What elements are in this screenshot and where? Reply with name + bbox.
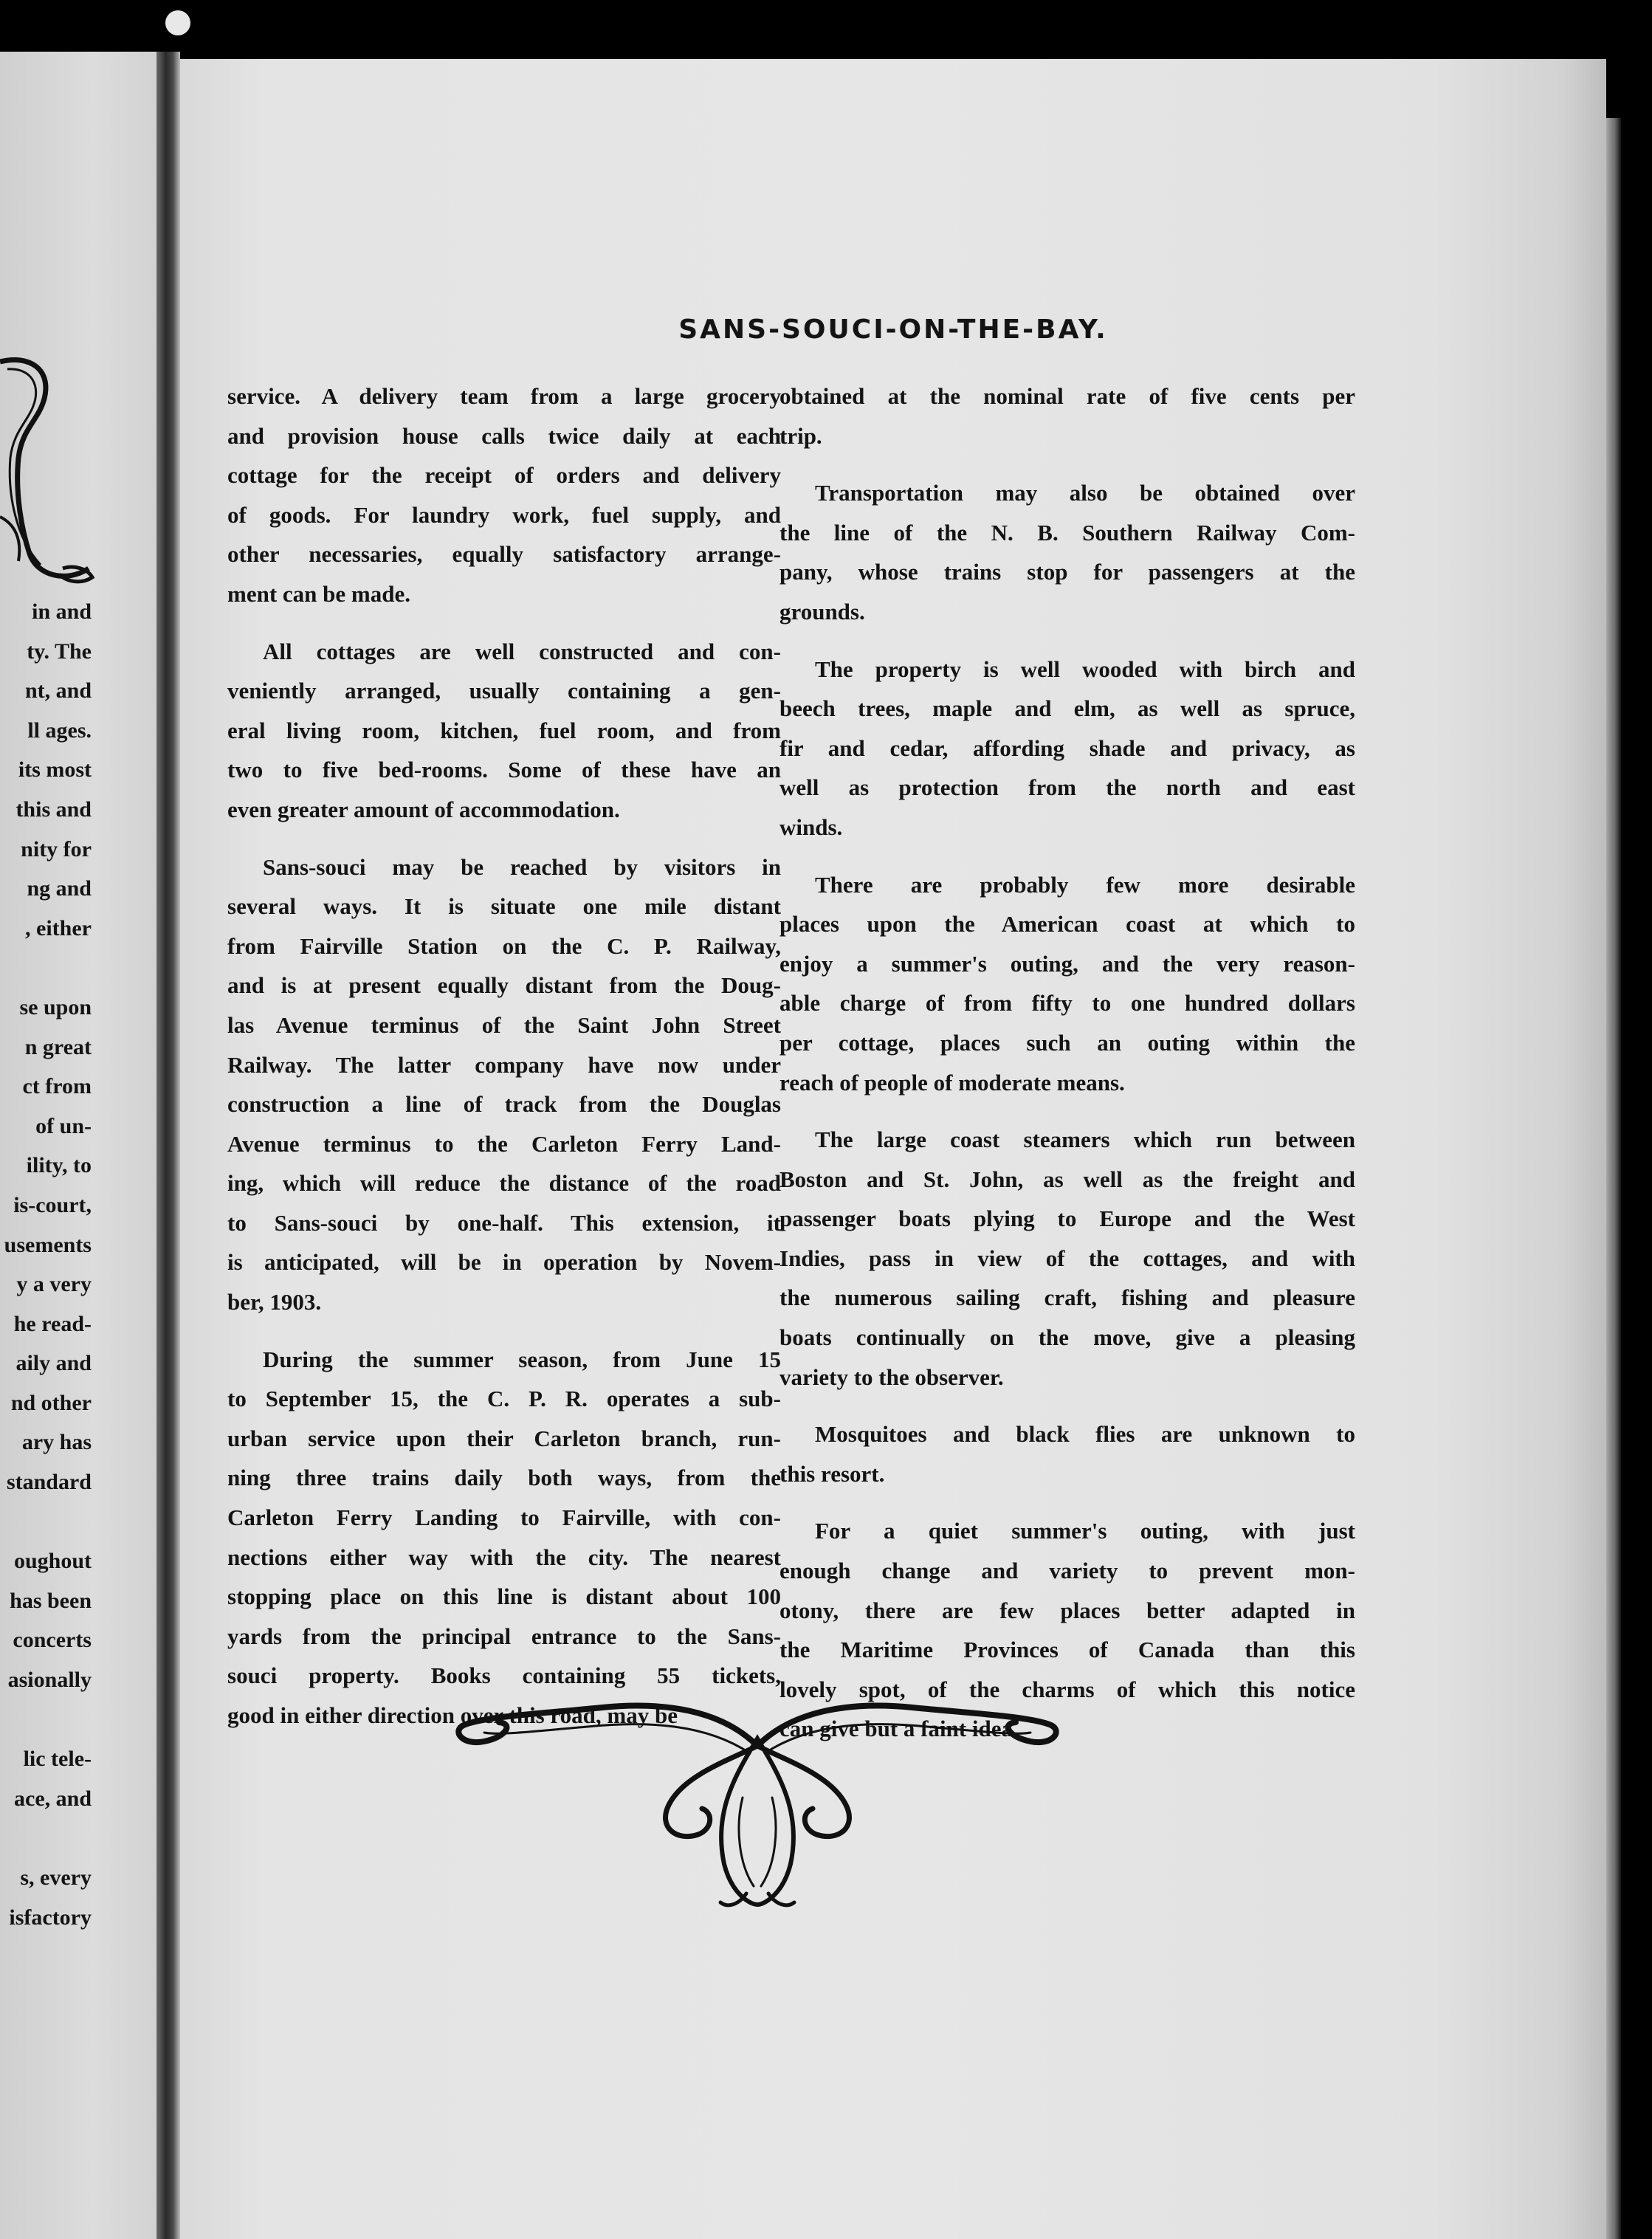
text-line: enjoy a summer's outing, and the very reason- (779, 950, 1355, 977)
book-gutter (156, 52, 180, 2239)
text-line: Carleton Ferry Landing to Fairville, with con- (227, 1504, 781, 1531)
left-page-fragment-line: isfactory (9, 1905, 92, 1930)
text-line: Mosquitoes and black flies are unknown to (815, 1421, 1355, 1448)
left-facing-page (0, 52, 156, 2239)
text-line: even greater amount of accommodation. (227, 796, 620, 822)
text-line: places upon the American coast at which to (779, 911, 1355, 938)
left-page-fragment-line: usements (4, 1232, 92, 1257)
text-line: variety to the observer. (779, 1363, 1004, 1390)
text-line: ment can be made. (227, 580, 410, 607)
left-page-fragment-line: this and (16, 797, 92, 822)
left-page-fragment-line: se upon (19, 994, 92, 1019)
text-line: urban service upon their Carleton branch, run- (227, 1425, 781, 1451)
left-page-fragment-line: ace, and (14, 1786, 92, 1811)
left-page-fragment-line: n great (24, 1034, 92, 1059)
left-page-fragment-line: nd other (10, 1390, 92, 1415)
text-line: The property is well wooded with birch and (815, 656, 1355, 682)
text-line: is anticipated, will be in operation by Novem- (227, 1249, 781, 1276)
right-text-column (779, 376, 1355, 1749)
left-page-fragment-line: is-court, (13, 1192, 92, 1217)
text-line: obtained at the nominal rate of five cents per (779, 383, 1355, 409)
left-text-column (227, 376, 781, 1736)
film-punch-hole (165, 10, 190, 35)
text-line: pany, whose trains stop for passengers at the (779, 559, 1355, 585)
text-line: beech trees, maple and elm, as well as spruce, (779, 695, 1355, 722)
left-page-fragment-line: asionally (7, 1668, 92, 1693)
text-line: Indies, pass in view of the cottages, and with (779, 1245, 1355, 1271)
left-page-fragment-line (0, 948, 92, 988)
left-page-fragment-line: , either (25, 915, 92, 940)
text-line: the numerous sailing craft, fishing and pleasure (779, 1284, 1355, 1311)
left-page-fragment-line: ng and (27, 876, 92, 901)
text-line: veniently arranged, usually containing a gen- (227, 678, 781, 704)
text-line: Avenue terminus to the Carleton Ferry Land- (227, 1130, 781, 1157)
text-line: enough change and variety to prevent mon- (779, 1558, 1355, 1584)
left-page-fragment-line: has been (10, 1588, 92, 1613)
left-page-fragment-line: ct from (22, 1074, 92, 1099)
left-page-fragment-line: he read- (13, 1311, 92, 1336)
left-page-fragment-line: ary has (21, 1430, 92, 1455)
text-line: There are probably few more desirable (815, 871, 1355, 898)
left-page-fragment-line: nity for (21, 836, 92, 861)
text-line: otony, there are few places better adapted in (779, 1597, 1355, 1623)
left-page-fragment-line: y a very (16, 1272, 92, 1297)
text-line: nections either way with the city. The nearest (227, 1544, 781, 1570)
text-line: able charge of from fifty to one hundred dollars (779, 990, 1355, 1017)
text-line: other necessaries, equally satisfactory arrange- (227, 541, 781, 568)
text-line: several ways. It is situate one mile distant (227, 893, 781, 920)
text-line: reach of people of moderate means. (779, 1069, 1125, 1096)
page-title: SANS-SOUCI-ON-THE-BAY. (678, 314, 1108, 345)
decorative-tailpiece-ornament (455, 1694, 1060, 1912)
text-line: to September 15, the C. P. R. operates a sub- (227, 1386, 781, 1412)
text-line: grounds. (779, 598, 865, 625)
text-line: Sans-souci may be reached by visitors in (263, 853, 781, 880)
text-line: Railway. The latter company have now under (227, 1051, 781, 1078)
left-page-text-fragments (0, 592, 92, 1937)
left-page-fragment-line (0, 1818, 92, 1858)
text-line: stopping place on this line is distant about 100 (227, 1583, 781, 1610)
text-line: ber, 1903. (227, 1289, 322, 1315)
text-line: cottage for the receipt of orders and delivery (227, 462, 781, 489)
text-line: two to five bed-rooms. Some of these have an (227, 757, 781, 783)
left-page-fragment-line: ility, to (26, 1153, 92, 1178)
text-line: lovely spot, of the charms of which this notice (779, 1676, 1355, 1702)
text-line: The large coast steamers which run between (815, 1127, 1355, 1153)
text-line: yards from the principal entrance to the Sans- (227, 1623, 781, 1649)
text-line: All cottages are well constructed and con- (263, 638, 781, 664)
text-line: construction a line of track from the Douglas (227, 1091, 781, 1118)
text-line: from Fairville Station on the C. P. Railway, (227, 932, 781, 959)
text-line: well as protection from the north and east (779, 774, 1355, 801)
text-line: winds. (779, 814, 843, 840)
page (180, 59, 1606, 2239)
left-page-fragment-line: concerts (13, 1628, 92, 1653)
text-line: can give but a faint idea. (779, 1716, 1019, 1742)
text-line: the Maritime Provinces of Canada than this (779, 1637, 1355, 1663)
text-line: trip. (779, 422, 822, 449)
text-line: this resort. (779, 1460, 885, 1487)
left-page-fragment-line: aily and (16, 1351, 92, 1376)
text-line: ning three trains daily both ways, from the (227, 1465, 781, 1491)
page-edge-shadow (1606, 118, 1621, 2239)
text-line: Boston and St. John, as well as the freight and (779, 1166, 1355, 1192)
text-line: service. A delivery team from a large grocery (227, 383, 781, 409)
text-line: souci property. Books containing 55 tickets, (227, 1662, 781, 1689)
text-line: per cottage, places such an outing within the (779, 1029, 1355, 1056)
text-line: passenger boats plying to Europe and the West (779, 1206, 1355, 1232)
left-page-fragment-line: oughout (13, 1549, 92, 1574)
text-line: las Avenue terminus of the Saint John Street (227, 1011, 781, 1038)
text-line: good in either direction over this road, may be (227, 1702, 678, 1728)
left-page-fragment-line (0, 1502, 92, 1542)
left-page-fragment-line (0, 1700, 92, 1740)
text-line: boats continually on the move, give a pleasing (779, 1324, 1355, 1351)
text-line: and provision house calls twice daily at each (227, 422, 781, 449)
left-page-fragment-line: ll ages. (27, 718, 92, 743)
left-page-fragment-line: in and (32, 599, 92, 624)
text-line: to Sans-souci by one-half. This extension, it (227, 1209, 781, 1236)
text-line: and is at present equally distant from the Doug- (227, 972, 781, 999)
left-page-fragment-line: its most (18, 757, 92, 783)
text-line: ing, which will reduce the distance of the road (227, 1170, 781, 1197)
left-page-fragment-line: ty. The (27, 639, 92, 664)
text-line: During the summer season, from June 15 (263, 1346, 781, 1372)
text-line: of goods. For laundry work, fuel supply, and (227, 501, 781, 528)
left-page-fragment-line: nt, and (24, 678, 92, 704)
text-line: fir and cedar, affording shade and privacy, as (779, 735, 1355, 761)
left-page-fragment-line: standard (6, 1470, 92, 1495)
text-line: For a quiet summer's outing, with just (815, 1518, 1355, 1544)
text-line: eral living room, kitchen, fuel room, and from (227, 717, 781, 743)
left-page-fragment-line: of un- (35, 1113, 92, 1138)
left-page-fragment-line: lic tele- (23, 1747, 92, 1772)
decorative-initial-letter-fragment (0, 347, 96, 591)
text-line: Transportation may also be obtained over (815, 480, 1355, 506)
text-line: the line of the N. B. Southern Railway Com- (779, 519, 1355, 546)
left-page-fragment-line: s, every (20, 1865, 92, 1890)
